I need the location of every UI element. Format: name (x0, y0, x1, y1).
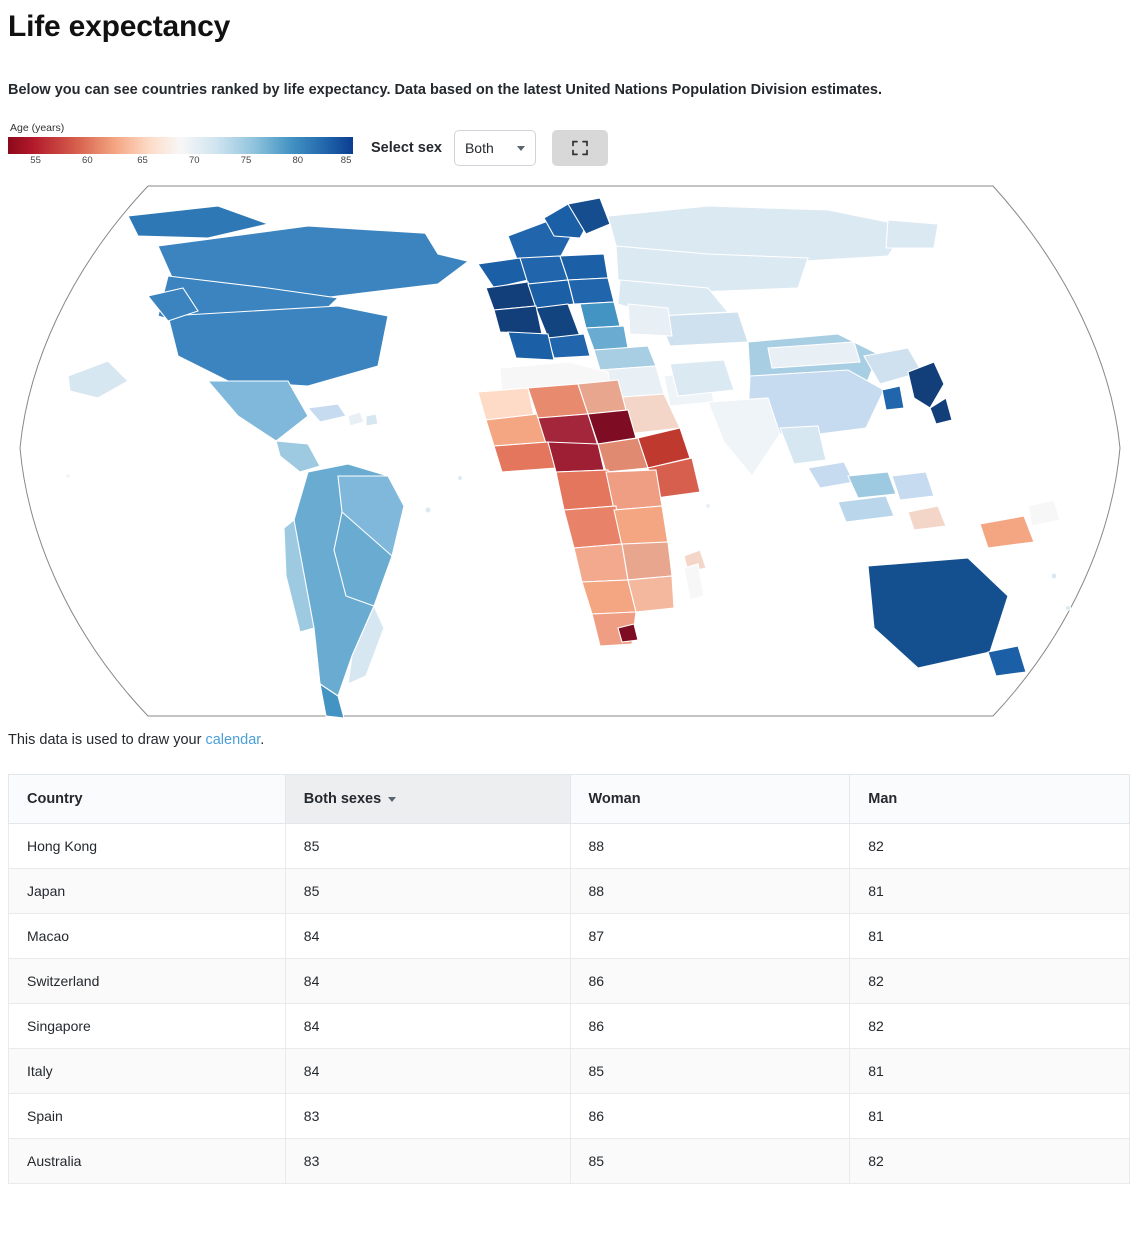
legend-title: Age (years) (10, 122, 65, 134)
caption-prefix: This data is used to draw your (8, 732, 206, 748)
cell-country: Italy (9, 1049, 286, 1094)
cell-country: Macao (9, 914, 286, 959)
column-header-woman[interactable] (570, 775, 850, 824)
cell-man: 81 (850, 869, 1130, 914)
cell-man: 82 (850, 824, 1130, 869)
fullscreen-button[interactable] (552, 130, 608, 166)
cell-both: 84 (285, 959, 570, 1004)
column-header-country[interactable] (9, 775, 286, 824)
cell-woman: 86 (570, 1004, 850, 1049)
cell-country: Singapore (9, 1004, 286, 1049)
calendar-link[interactable]: calendar (205, 732, 261, 748)
page-intro: Below you can see countries ranked by life expectancy. Data based on the latest United Nations Population Division estimates. (8, 82, 882, 98)
cell-both: 84 (285, 1004, 570, 1049)
cell-both: 85 (285, 869, 570, 914)
legend-ticks (8, 155, 353, 169)
column-label: Man (868, 791, 898, 807)
fullscreen-icon (571, 139, 589, 157)
select-sex-dropdown[interactable] (454, 130, 536, 166)
legend-tick: 80 (292, 155, 304, 166)
cell-country: Japan (9, 869, 286, 914)
cell-woman: 85 (570, 1139, 850, 1184)
table-row[interactable] (9, 914, 1130, 959)
color-legend (8, 120, 353, 169)
world-map-chart[interactable] (8, 176, 1130, 726)
cell-man: 82 (850, 1139, 1130, 1184)
cell-both: 85 (285, 824, 570, 869)
cell-country: Australia (9, 1139, 286, 1184)
table-header-row (9, 775, 1130, 824)
map-caption (8, 732, 1130, 748)
column-label: Woman (588, 791, 641, 807)
legend-tick: 70 (189, 155, 200, 166)
table-row[interactable] (9, 1139, 1130, 1184)
table-row[interactable] (9, 1049, 1130, 1094)
cell-woman: 88 (570, 869, 850, 914)
cell-man: 82 (850, 959, 1130, 1004)
map-controls (8, 120, 1130, 170)
table-row[interactable] (9, 869, 1130, 914)
table-row[interactable] (9, 824, 1130, 869)
cell-man: 82 (850, 1004, 1130, 1049)
cell-country: Hong Kong (9, 824, 286, 869)
cell-country: Switzerland (9, 959, 286, 1004)
cell-man: 81 (850, 1049, 1130, 1094)
sort-descending-icon (388, 797, 396, 802)
cell-woman: 86 (570, 1094, 850, 1139)
legend-tick: 75 (240, 155, 252, 166)
select-sex-label: Select sex (371, 140, 442, 156)
cell-woman: 85 (570, 1049, 850, 1094)
legend-gradient-bar (8, 137, 353, 154)
caption-suffix: . (260, 732, 265, 748)
column-header-man[interactable] (850, 775, 1130, 824)
table-row[interactable] (9, 959, 1130, 1004)
cell-man: 81 (850, 914, 1130, 959)
legend-tick: 55 (30, 155, 41, 166)
column-label: Country (27, 791, 83, 807)
select-sex-value: Both (464, 140, 494, 156)
cell-both: 83 (285, 1139, 570, 1184)
life-expectancy-table (8, 774, 1130, 1184)
cell-both: 83 (285, 1094, 570, 1139)
cell-woman: 86 (570, 959, 850, 1004)
page-title: Life expectancy (8, 10, 231, 43)
legend-tick: 85 (340, 155, 352, 166)
cell-woman: 87 (570, 914, 850, 959)
column-label: Both sexes (303, 791, 382, 807)
cell-both: 84 (285, 914, 570, 959)
chevron-down-icon (517, 146, 525, 151)
cell-woman: 88 (570, 824, 850, 869)
legend-tick: 60 (82, 155, 93, 166)
table-row[interactable] (9, 1094, 1130, 1139)
column-header-both-sexes[interactable] (285, 775, 570, 824)
cell-man: 81 (850, 1094, 1130, 1139)
legend-tick: 65 (137, 155, 148, 166)
cell-both: 84 (285, 1049, 570, 1094)
table-row[interactable] (9, 1004, 1130, 1049)
cell-country: Spain (9, 1094, 286, 1139)
